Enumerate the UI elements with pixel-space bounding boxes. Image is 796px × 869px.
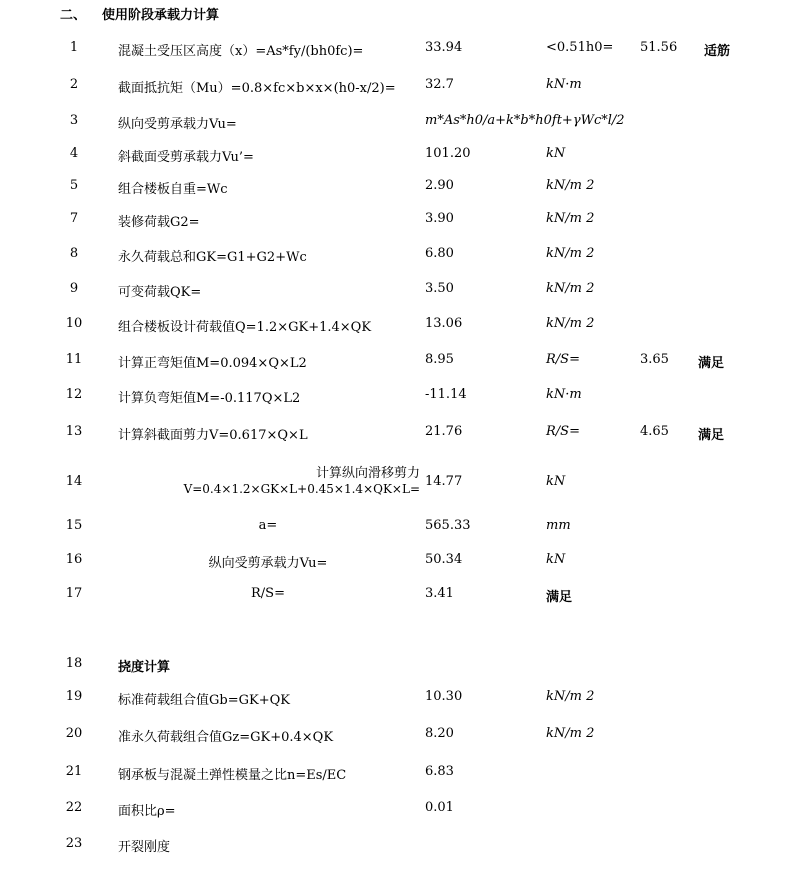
row-label: 计算斜截面剪力V=0.617×Q×L: [118, 428, 308, 443]
row-number: 7: [69, 211, 79, 226]
table-row: [0, 462, 796, 502]
row-number: 2: [69, 77, 79, 92]
table-row: [0, 689, 796, 719]
row-value: 14.77: [425, 474, 463, 489]
row-label: 计算纵向滑移剪力: [315, 466, 420, 481]
row-number: 23: [65, 836, 83, 851]
row-number: 5: [69, 178, 79, 193]
row-label-formula: V=0.4×1.2×GK×L+0.45×1.4×QK×L=: [183, 482, 420, 496]
table-row: [0, 178, 796, 208]
table-row: [0, 316, 796, 346]
row-number: 1: [69, 40, 79, 55]
table-row: [0, 40, 796, 70]
row-label: 斜截面受剪承载力Vu’=: [118, 150, 254, 165]
table-row: [0, 764, 796, 794]
row-value: 8.95: [425, 352, 454, 367]
table-row: [0, 424, 796, 454]
row-value: 2.90: [425, 178, 454, 193]
row-number: 10: [65, 316, 83, 331]
row-unit: kN/m 2: [546, 726, 595, 741]
table-row: [0, 726, 796, 756]
row-value: 3.41: [425, 586, 454, 601]
table-row: [0, 352, 796, 382]
row-value: 565.33: [425, 518, 471, 533]
table-row: [0, 552, 796, 582]
status-badge: 满足: [698, 356, 725, 371]
row-unit: kN/m 2: [546, 211, 595, 226]
row-label: 纵向受剪承载力Vu=: [208, 556, 328, 571]
row-label: 组合楼板设计荷载值Q=1.2×GK+1.4×QK: [118, 320, 372, 335]
table-row: [0, 77, 796, 107]
row-unit: kN/m 2: [546, 246, 595, 261]
row-label: 面积比ρ=: [118, 804, 176, 819]
row-value: 3.90: [425, 211, 454, 226]
row-number: 14: [65, 474, 83, 489]
row-label: 混凝土受压区高度（x）=As*fy/(bh0fc)=: [118, 44, 364, 59]
row-number: 8: [69, 246, 79, 261]
table-row: [0, 211, 796, 241]
row-number: 16: [65, 552, 83, 567]
row-unit: kN: [546, 474, 566, 489]
row-value: 33.94: [425, 40, 463, 55]
row-number: 15: [65, 518, 83, 533]
subsection-title: 挠度计算: [118, 660, 171, 675]
table-row: [0, 836, 796, 866]
row-label: 标准荷载组合值Gb=GK+QK: [118, 693, 290, 708]
table-row: [0, 656, 796, 686]
table-row: [0, 113, 796, 143]
row-label: 可变荷载QK=: [118, 285, 202, 300]
row-number: 21: [65, 764, 83, 779]
row-unit: <0.51h0=: [546, 40, 614, 55]
status-badge: 适筋: [704, 44, 731, 59]
row-value: 32.7: [425, 77, 454, 92]
section-title: 使用阶段承载力计算: [102, 8, 220, 23]
table-row: [0, 518, 796, 548]
row-value: 8.20: [425, 726, 454, 741]
row-label: a=: [258, 518, 278, 533]
row-value: 0.01: [425, 800, 454, 815]
table-row: [0, 800, 796, 830]
row-label: 永久荷载总和GK=G1+G2+Wc: [118, 250, 307, 265]
row-value: 13.06: [425, 316, 463, 331]
row-label: 计算正弯矩值M=0.094×Q×L2: [118, 356, 307, 371]
row-number: 22: [65, 800, 83, 815]
row-value: 101.20: [425, 146, 471, 161]
row-label: 准永久荷载组合值Gz=GK+0.4×QK: [118, 730, 334, 745]
row-number: 18: [65, 656, 83, 671]
table-row: [0, 281, 796, 311]
row-value2: 4.65: [640, 424, 669, 439]
row-label: 装修荷载G2=: [118, 215, 200, 230]
row-unit: kN: [546, 146, 566, 161]
table-row: [0, 387, 796, 417]
row-number: 3: [69, 113, 79, 128]
row-label: 截面抵抗矩（Mu）=0.8×fc×b×x×(h0-x/2)=: [118, 81, 396, 96]
row-unit: kN/m 2: [546, 689, 595, 704]
row-value: 21.76: [425, 424, 463, 439]
row-value: -11.14: [425, 387, 467, 402]
row-number: 12: [65, 387, 83, 402]
row-label: R/S=: [251, 586, 285, 601]
row-unit: kN/m 2: [546, 178, 595, 193]
table-row: [0, 146, 796, 176]
row-label: 开裂刚度: [118, 840, 171, 855]
row-unit: mm: [546, 518, 571, 533]
row-value: 6.80: [425, 246, 454, 261]
status-badge: 满足: [698, 428, 725, 443]
row-value: 50.34: [425, 552, 463, 567]
section-number: 二、: [60, 8, 87, 23]
table-row: [0, 246, 796, 276]
row-label: 纵向受剪承载力Vu=: [118, 117, 237, 132]
row-value: 3.50: [425, 281, 454, 296]
row-number: 11: [65, 352, 83, 367]
row-number: 20: [65, 726, 83, 741]
row-formula: m*As*h0/a+k*b*h0ft+γWc*l/2: [425, 113, 625, 128]
row-value2: 3.65: [640, 352, 669, 367]
row-number: 17: [65, 586, 83, 601]
row-number: 9: [69, 281, 79, 296]
row-unit: kN: [546, 552, 566, 567]
row-value: 6.83: [425, 764, 454, 779]
row-value: 10.30: [425, 689, 463, 704]
row-unit: R/S=: [546, 424, 580, 439]
row-unit: kN/m 2: [546, 281, 595, 296]
row-unit: kN·m: [546, 387, 582, 402]
table-row: [0, 586, 796, 616]
row-number: 13: [65, 424, 83, 439]
row-unit: kN·m: [546, 77, 582, 92]
row-label: 组合楼板自重=Wc: [118, 182, 228, 197]
row-label: 计算负弯矩值M=-0.117Q×L2: [118, 391, 301, 406]
row-unit: R/S=: [546, 352, 580, 367]
row-number: 19: [65, 689, 83, 704]
row-value2: 51.56: [640, 40, 678, 55]
row-number: 4: [69, 146, 79, 161]
row-unit: kN/m 2: [546, 316, 595, 331]
status-badge: 满足: [546, 590, 573, 605]
row-label: 钢承板与混凝土弹性模量之比n=Es/EC: [118, 768, 347, 783]
